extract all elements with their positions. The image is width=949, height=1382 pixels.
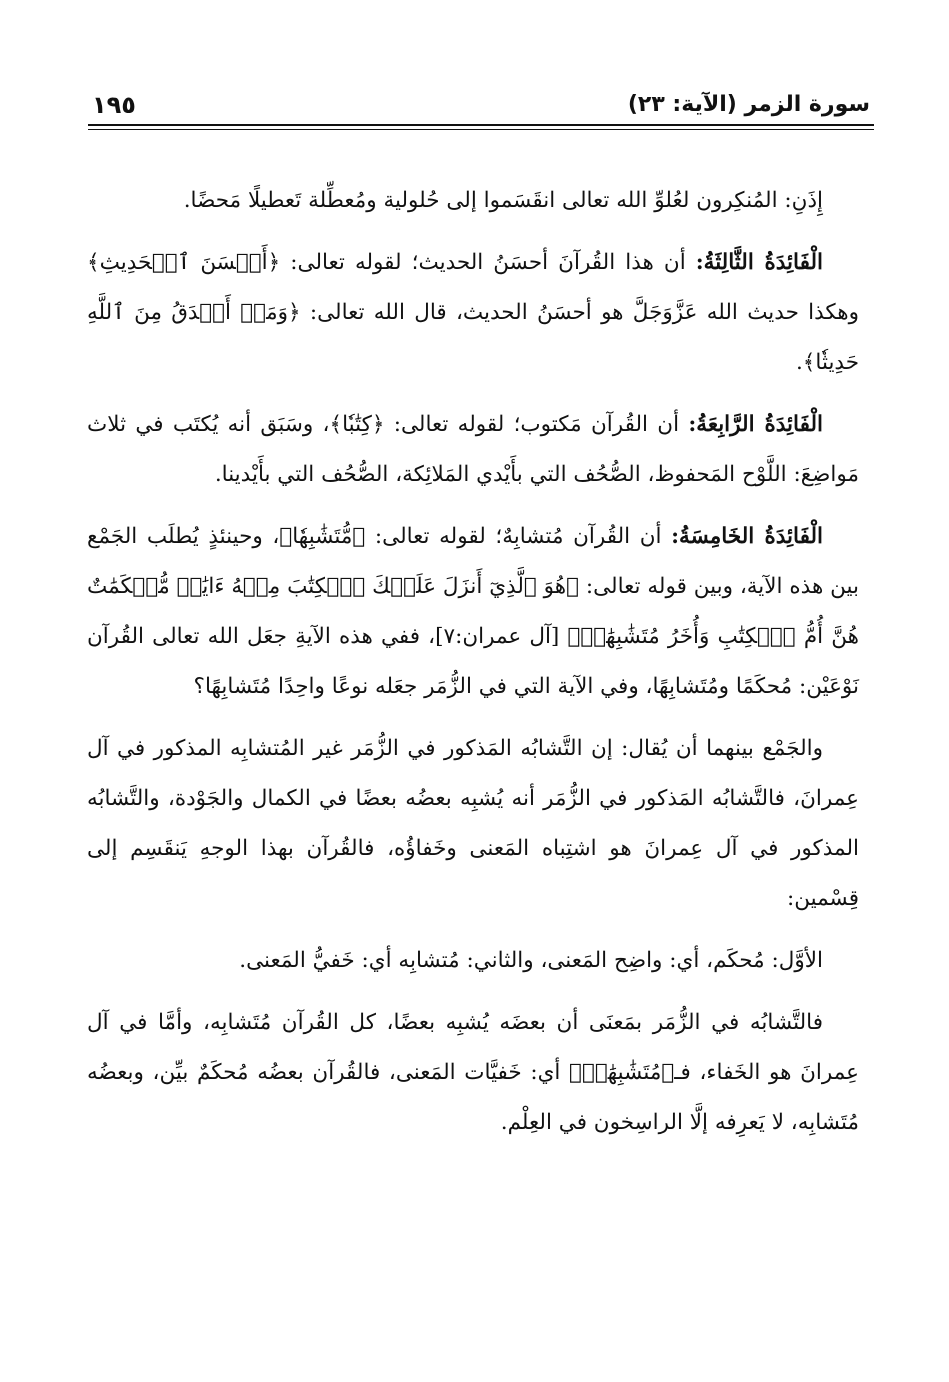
paragraph-text: الأوَّل: مُحكَم، أي: واضِح المَعنى، والثاني: مُتشابِه أي: خَفيُّ المَعنى.	[239, 948, 823, 973]
paragraph-conclusion	[87, 176, 859, 226]
paragraph-text: أن هذا القُرآنَ أحسَنُ الحديث؛ لقوله تعالى: ﴿أَحۡسَنَ ٱلۡحَدِيثِ﴾ وهكذا حديث الله عَزَّوَجَلَّ هو أحسَنُ الحديث، قال الله تعالى: ﴿وَمَنۡ أَصۡدَقُ مِنَ ٱللَّهِ حَدِيثٗا﴾.	[87, 250, 859, 375]
paragraph-text: فالتَّشابُه في الزُّمَر بمَعنَى أن بعضَه يُشبِه بعضًا، كل القُرآن مُتَشابِه، وأمَّا في آل عِمرانَ هو الخَفاء، فـ﴿مُتَشَٰبِهَٰتٞ﴾ أي: خَفيَّات المَعنى، فالقُرآن بعضُه مُحكَمٌ بيِّن، وبعضُه مُتَشابِه، لا يَعرِفه إلَّا الراسِخون في العِلْم.	[87, 1010, 859, 1135]
paragraph-benefit-four	[87, 400, 859, 500]
paragraph-final	[87, 998, 859, 1148]
paragraph-lead: الْفَائِدَةُ الخَامِسَةُ:	[671, 524, 823, 549]
paragraph-lead: الْفَائِدَةُ الثَّالِثَةُ:	[695, 250, 823, 275]
header-rule-thin	[88, 129, 874, 130]
paragraph-text: إِذَنِ: المُنكِرون لعُلوِّ الله تعالى انقَسَموا إلى حُلولية ومُعطِّلة تَعطيلًا مَحضًا.	[183, 188, 823, 213]
paragraph-benefit-three	[87, 238, 859, 388]
paragraph-reconciliation	[87, 724, 859, 924]
running-header-title: سورة الزمر (الآية: ٢٣)	[627, 92, 870, 117]
paragraph-text: أن القُرآن مَكتوب؛ لقوله تعالى: ﴿كِتَٰبٗا﴾، وسَبَق أنه يُكتَب في ثلاث مَواضِعَ: اللَّوْح المَحفوظ، الصُّحُف التي بأَيْدي المَلائِكة، الصُّحُف التي بأَيْدينا.	[87, 412, 859, 487]
body-text	[87, 176, 859, 1160]
page-header	[92, 90, 870, 126]
paragraph-lead: الْفَائِدَةُ الرَّابِعَةُ:	[688, 412, 823, 437]
paragraph-text: أن القُرآن مُتشابِهٌ؛ لقوله تعالى: ﴿مُّتَشَٰبِهٗا﴾، وحينئذٍ يُطلَب الجَمْع بين هذه الآية، وبين قوله تعالى: ﴿هُوَ ٱلَّذِيٓ أَنزَلَ عَلَيۡكَ ٱلۡكِتَٰبَ مِنۡهُ ءَايَٰتٞ مُّحۡكَمَٰتٌ هُنَّ أُمُّ ٱلۡكِتَٰبِ وَأُخَرُ مُتَشَٰبِهَٰتٞ﴾ [آل عمران:٧]، ففي هذه الآيةِ جعَل الله تعالى القُرآن نَوْعَيْن: مُحكَمًا ومُتَشابِهًا، وفي الآية التي في الزُّمَر جعَله نوعًا واحِدًا مُتَشابِهًا؟	[87, 524, 859, 699]
header-rule	[88, 124, 874, 126]
paragraph-two-kinds	[87, 936, 859, 986]
page-number: ١٩٥	[92, 91, 136, 119]
paragraph-benefit-five	[87, 512, 859, 712]
paragraph-text: والجَمْع بينهما أن يُقال: إن التَّشابُه المَذكور في الزُّمَر غير المُتشابِه المذكور في آل عِمرانَ، فالتَّشابُه المَذكور في الزُّمَر أنه يُشبِه بعضُه بعضًا في الكمال والجَوْدة، والتَّشابُه المذكور في آل عِمرانَ هو اشتِباه المَعنى وخَفاؤُه، فالقُرآن بهذا الوجهِ يَنقَسِم إلى قِسْمين:	[87, 736, 859, 911]
